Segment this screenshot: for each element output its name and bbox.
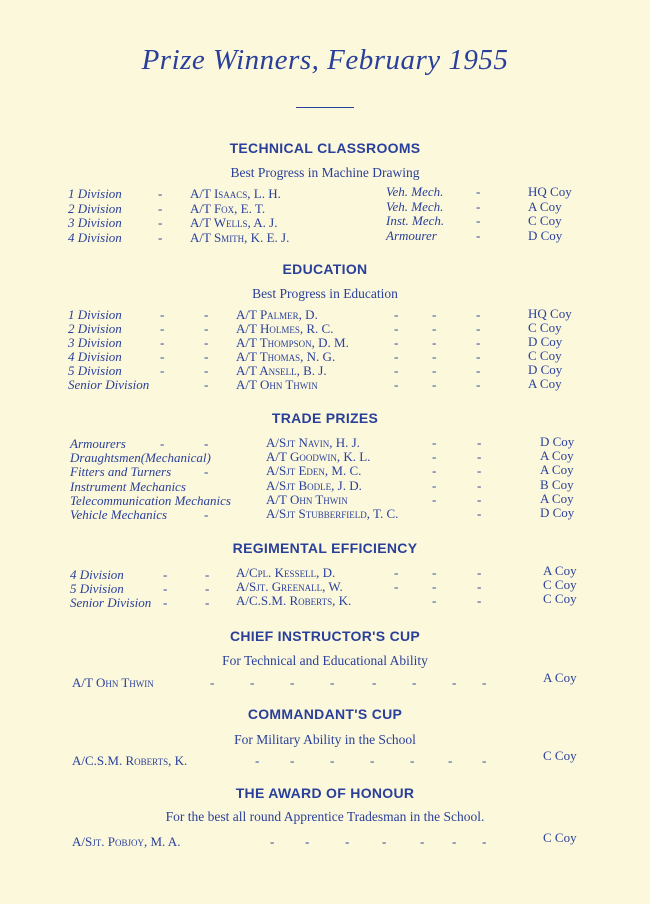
honour-winner-name: A/Sjt. Pobjoy, M. A. — [72, 834, 181, 849]
division-label: 5 Division — [68, 363, 122, 378]
leader-dash: - — [477, 579, 482, 594]
leader-dash: - — [432, 349, 437, 364]
division-label: 5 Division — [70, 581, 124, 596]
winner-name: A/T Thomas, N. G. — [236, 349, 336, 364]
leader-dash: - — [394, 307, 399, 322]
winner-name: A/T Ansell, B. J. — [236, 363, 327, 378]
leader-dash: - — [394, 321, 399, 336]
trade-category-label: Draughtsmen(Mechanical) — [70, 450, 211, 466]
leader-dash: - — [432, 491, 437, 507]
leader-dash: - — [412, 675, 417, 690]
title-divider — [296, 107, 354, 108]
trade-label: Armourer — [386, 227, 437, 243]
leader-dash: - — [476, 307, 481, 322]
division-label: 2 Division — [68, 200, 122, 216]
leader-dash: - — [394, 363, 399, 378]
company-label: C Coy — [528, 213, 562, 228]
trade-category-label: Fitters and Turners — [70, 464, 172, 480]
company-label: B Coy — [540, 476, 574, 492]
leader-dash: - — [204, 377, 209, 392]
leader-dash: - — [476, 321, 481, 336]
leader-dash: - — [158, 229, 163, 245]
leader-dash: - — [158, 186, 163, 201]
company-label: D Coy — [540, 505, 575, 520]
leader-dash: - — [204, 307, 209, 322]
company-label: C Coy — [528, 320, 562, 335]
winner-name: A/T Wells, A. J. — [190, 215, 278, 230]
section-heading-commandant: COMMANDANT'S CUP — [247, 706, 403, 722]
page-title: Prize Winners, February 1955 — [141, 44, 509, 76]
leader-dash: - — [204, 436, 209, 451]
leader-dash: - — [432, 463, 437, 479]
company-label: A Coy — [528, 376, 562, 391]
leader-dash: - — [476, 184, 481, 199]
trade-category-label: Vehicle Mechanics — [70, 507, 168, 522]
leader-dash: - — [394, 349, 399, 364]
company-label: D Coy — [528, 362, 563, 377]
leader-dash: - — [476, 213, 481, 228]
leader-dash: - — [160, 321, 165, 336]
leader-dash: - — [205, 581, 210, 596]
division-label: 1 Division — [68, 186, 122, 201]
winner-name: A/C.S.M. Roberts, K. — [236, 593, 352, 608]
division-label: 1 Division — [68, 307, 122, 322]
commandant-winner-coy: C Coy — [543, 748, 577, 763]
leader-dash: - — [394, 565, 399, 580]
leader-dash: - — [477, 435, 482, 450]
trade-label: Veh. Mech. — [386, 184, 444, 199]
trade-category-label: Instrument Mechanics — [70, 478, 186, 494]
leader-dash: - — [432, 363, 437, 378]
leader-dash: - — [432, 449, 437, 465]
winner-name: A/T Goodwin, K. L. — [266, 449, 371, 465]
company-label: HQ Coy — [528, 184, 572, 199]
leader-dash: - — [476, 349, 481, 364]
leader-dash: - — [432, 335, 437, 350]
leader-dash: - — [452, 834, 457, 849]
leader-dash: - — [160, 349, 165, 364]
winner-name: A/Cpl. Kessell, D. — [236, 565, 336, 580]
leader-dash: - — [476, 377, 481, 392]
winner-name: A/Sjt Eden, M. C. — [266, 463, 362, 479]
winner-name: A/T Thompson, D. M. — [236, 335, 349, 350]
leader-dash: - — [432, 435, 437, 450]
leader-dash: - — [204, 335, 209, 350]
leader-dash: - — [452, 675, 457, 690]
section-heading-regimental: REGIMENTAL EFFICIENCY — [232, 540, 418, 556]
company-label: HQ Coy — [528, 306, 572, 321]
leader-dash: - — [432, 307, 437, 322]
leader-dash: - — [477, 565, 482, 580]
leader-dash: - — [476, 335, 481, 350]
company-label: C Coy — [543, 577, 577, 592]
leader-dash: - — [163, 567, 168, 582]
section-heading-honour: THE AWARD OF HONOUR — [235, 785, 415, 801]
leader-dash: - — [476, 363, 481, 378]
winner-name: A/T Palmer, D. — [236, 307, 318, 322]
leader-dash: - — [432, 477, 437, 493]
leader-dash: - — [204, 464, 209, 480]
leader-dash: - — [370, 753, 375, 768]
leader-dash: - — [372, 675, 377, 690]
leader-dash: - — [250, 675, 255, 690]
leader-dash: - — [290, 753, 295, 768]
section-heading-trade: TRADE PRIZES — [271, 410, 379, 426]
leader-dash: - — [160, 335, 165, 350]
chief-winner-coy: A Coy — [543, 670, 577, 685]
company-label: A Coy — [540, 448, 574, 464]
leader-dash: - — [432, 321, 437, 336]
leader-dash: - — [204, 363, 209, 378]
honour-winner-coy: C Coy — [543, 830, 577, 845]
leader-dash: - — [270, 834, 275, 849]
leader-dash: - — [482, 675, 487, 690]
leader-dash: - — [482, 753, 487, 768]
leader-dash: - — [210, 675, 215, 690]
leader-dash: - — [330, 753, 335, 768]
leader-dash: - — [477, 463, 482, 479]
leader-dash: - — [432, 593, 437, 608]
division-label: 3 Division — [68, 335, 122, 350]
leader-dash: - — [345, 834, 350, 849]
winner-name: A/T Ohn Thwin — [266, 491, 348, 507]
section-subheading-commandant: For Military Ability in the School — [234, 732, 416, 747]
division-label: 2 Division — [68, 321, 122, 336]
section-subheading-technical: Best Progress in Machine Drawing — [230, 165, 420, 180]
division-label: Senior Division — [68, 377, 150, 392]
company-label: C Coy — [528, 348, 562, 363]
winner-name: A/T Isaacs, L. H. — [190, 186, 281, 201]
company-label: A Coy — [543, 563, 577, 578]
leader-dash: - — [305, 834, 310, 849]
leader-dash: - — [394, 377, 399, 392]
leader-dash: - — [477, 477, 482, 493]
winner-name: A/Sjt Bodle, J. D. — [266, 477, 362, 493]
company-label: A Coy — [540, 462, 574, 478]
winner-name: A/Sjt Stubberfield, T. C. — [266, 506, 399, 521]
winner-name: A/Sjt Navin, H. J. — [266, 435, 360, 450]
leader-dash: - — [477, 449, 482, 465]
winner-name: A/T Ohn Thwin — [236, 377, 318, 392]
leader-dash: - — [420, 834, 425, 849]
trade-category-label: Telecommunication Mechanics — [70, 492, 231, 508]
section-heading-education: EDUCATION — [282, 261, 368, 277]
division-label: 4 Division — [70, 567, 124, 582]
division-label: 4 Division — [68, 349, 122, 364]
leader-dash: - — [382, 834, 387, 849]
leader-dash: - — [330, 675, 335, 690]
division-label: Senior Division — [70, 595, 152, 610]
section-subheading-chief: For Technical and Educational Ability — [222, 653, 428, 668]
trade-label: Inst. Mech. — [386, 213, 445, 228]
winner-name: A/T Fox, E. T. — [190, 200, 266, 216]
company-label: D Coy — [540, 434, 575, 449]
trade-category-label: Armourers — [70, 436, 126, 451]
leader-dash: - — [476, 198, 481, 214]
leader-dash: - — [448, 753, 453, 768]
company-label: C Coy — [543, 591, 577, 606]
leader-dash: - — [255, 753, 260, 768]
leader-dash: - — [477, 491, 482, 507]
leader-dash: - — [158, 200, 163, 216]
leader-dash: - — [410, 753, 415, 768]
leader-dash: - — [290, 675, 295, 690]
leader-dash: - — [204, 349, 209, 364]
commandant-winner-name: A/C.S.M. Roberts, K. — [72, 753, 188, 768]
leader-dash: - — [394, 335, 399, 350]
trade-label: Veh. Mech. — [386, 198, 444, 214]
leader-dash: - — [160, 307, 165, 322]
leader-dash: - — [394, 579, 399, 594]
leader-dash: - — [476, 227, 481, 243]
leader-dash: - — [432, 377, 437, 392]
section-subheading-education: Best Progress in Education — [252, 286, 398, 301]
section-heading-chief: CHIEF INSTRUCTOR'S CUP — [229, 628, 421, 644]
leader-dash: - — [204, 321, 209, 336]
leader-dash: - — [163, 581, 168, 596]
leader-dash: - — [158, 215, 163, 230]
leader-dash: - — [163, 595, 168, 610]
leader-dash: - — [205, 595, 210, 610]
company-label: D Coy — [528, 334, 563, 349]
company-label: D Coy — [528, 227, 563, 243]
winner-name: A/T Holmes, R. C. — [236, 321, 334, 336]
leader-dash: - — [432, 579, 437, 594]
section-heading-technical: TECHNICAL CLASSROOMS — [229, 140, 421, 156]
winner-name: A/Sjt. Greenall, W. — [236, 579, 343, 594]
division-label: 3 Division — [68, 215, 122, 230]
leader-dash: - — [477, 506, 482, 521]
winner-name: A/T Smith, K. E. J. — [190, 229, 290, 245]
company-label: A Coy — [540, 490, 574, 506]
division-label: 4 Division — [68, 229, 122, 245]
section-subheading-honour: For the best all round Apprentice Tradesman in the School. — [165, 809, 485, 824]
leader-dash: - — [477, 593, 482, 608]
company-label: A Coy — [528, 198, 562, 214]
chief-winner-name: A/T Ohn Thwin — [72, 675, 154, 690]
leader-dash: - — [205, 567, 210, 582]
leader-dash: - — [160, 363, 165, 378]
leader-dash: - — [432, 565, 437, 580]
leader-dash: - — [204, 507, 209, 522]
leader-dash: - — [482, 834, 487, 849]
leader-dash: - — [160, 436, 165, 451]
